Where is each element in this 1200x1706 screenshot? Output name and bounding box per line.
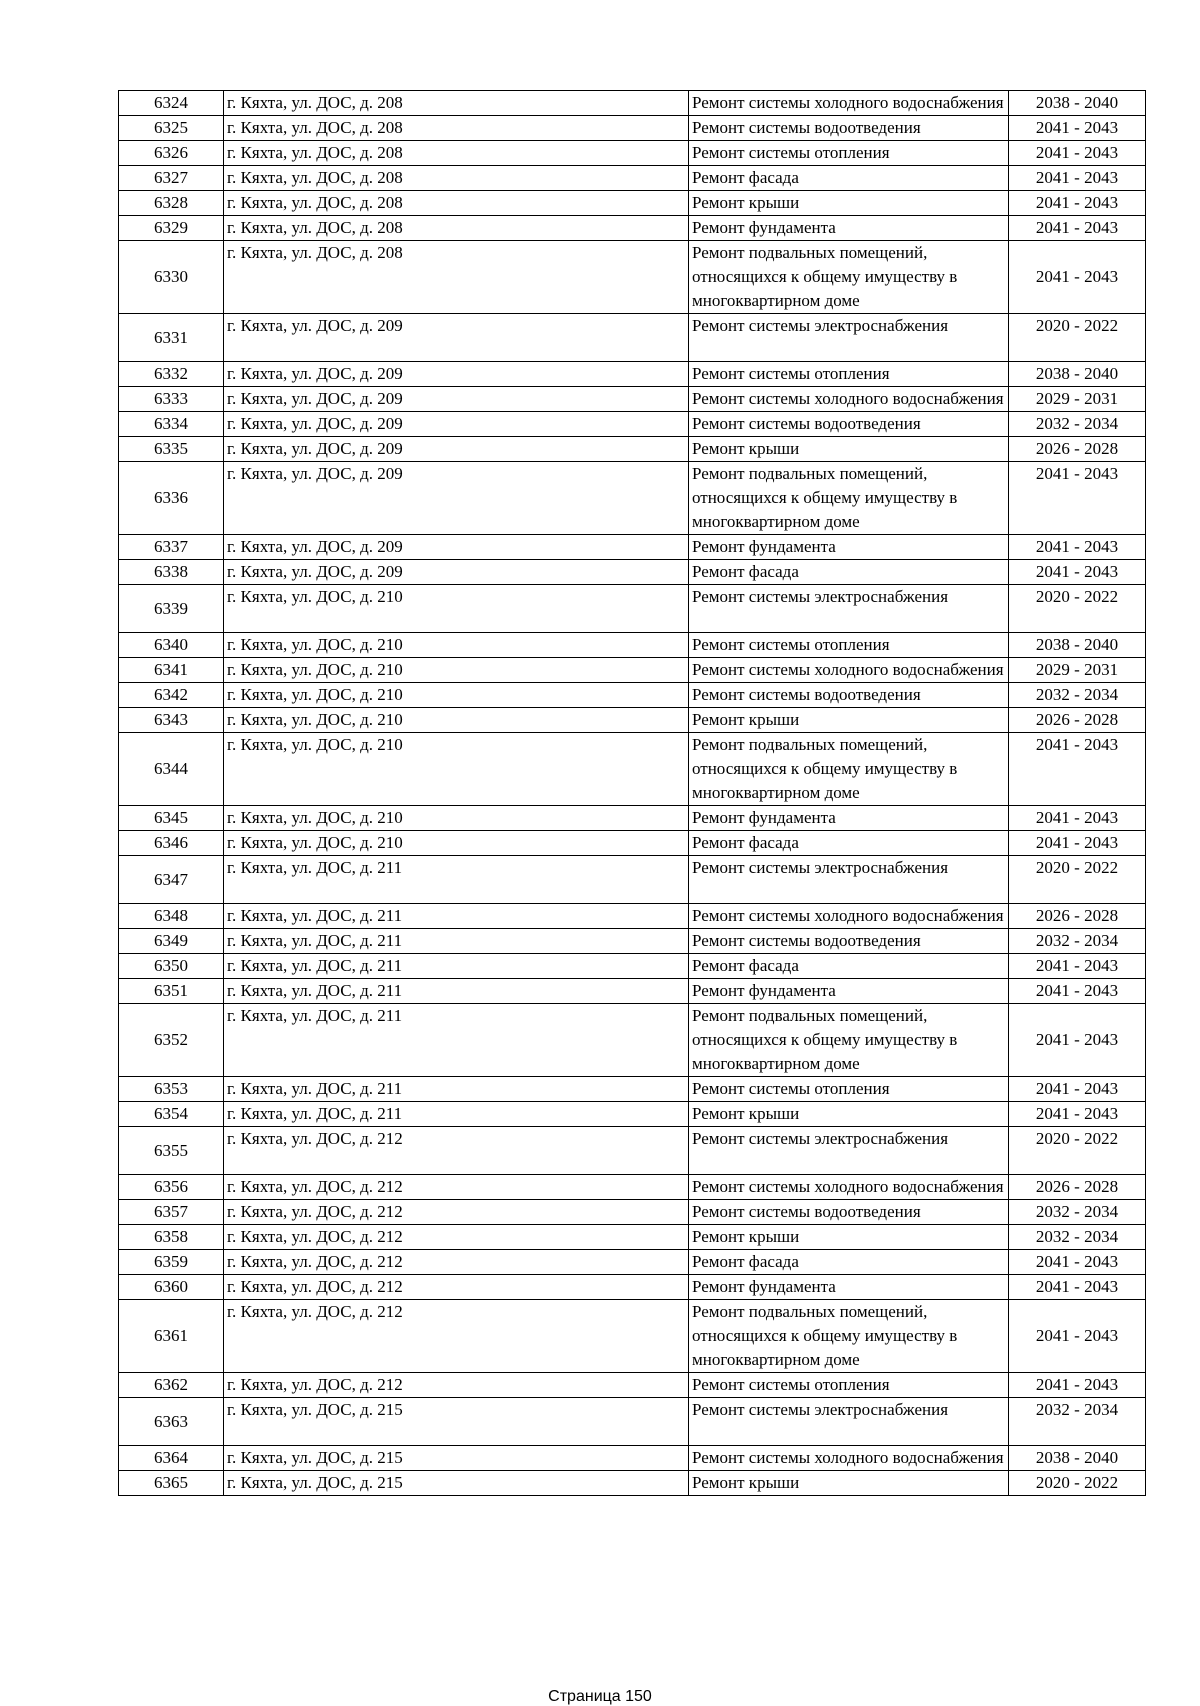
address-cell: г. Кяхта, ул. ДОС, д. 208 <box>224 166 689 191</box>
table-row <box>119 535 1146 560</box>
years-cell: 2032 - 2034 <box>1009 1398 1146 1446</box>
work-type-cell: Ремонт системы отопления <box>689 1373 1009 1398</box>
row-number-cell: 6324 <box>119 91 224 116</box>
table-row <box>119 1275 1146 1300</box>
row-number-cell: 6352 <box>119 1004 224 1077</box>
years-cell: 2020 - 2022 <box>1009 1471 1146 1496</box>
address-cell: г. Кяхта, ул. ДОС, д. 211 <box>224 1077 689 1102</box>
years-cell: 2032 - 2034 <box>1009 1225 1146 1250</box>
row-number-cell: 6343 <box>119 708 224 733</box>
table-row <box>119 462 1146 535</box>
address-cell: г. Кяхта, ул. ДОС, д. 211 <box>224 904 689 929</box>
row-number-cell: 6335 <box>119 437 224 462</box>
row-number-cell: 6354 <box>119 1102 224 1127</box>
address-cell: г. Кяхта, ул. ДОС, д. 208 <box>224 116 689 141</box>
years-cell: 2041 - 2043 <box>1009 191 1146 216</box>
address-cell: г. Кяхта, ул. ДОС, д. 211 <box>224 1004 689 1077</box>
address-cell: г. Кяхта, ул. ДОС, д. 210 <box>224 831 689 856</box>
work-type-cell: Ремонт крыши <box>689 708 1009 733</box>
years-cell: 2041 - 2043 <box>1009 1250 1146 1275</box>
years-cell: 2032 - 2034 <box>1009 1200 1146 1225</box>
address-cell: г. Кяхта, ул. ДОС, д. 208 <box>224 191 689 216</box>
address-cell: г. Кяхта, ул. ДОС, д. 210 <box>224 733 689 806</box>
work-type-cell: Ремонт системы электроснабжения <box>689 856 1009 904</box>
row-number-cell: 6355 <box>119 1127 224 1175</box>
row-number-cell: 6337 <box>119 535 224 560</box>
row-number-cell: 6332 <box>119 362 224 387</box>
years-cell: 2038 - 2040 <box>1009 633 1146 658</box>
work-type-cell: Ремонт фундамента <box>689 806 1009 831</box>
row-number-cell: 6350 <box>119 954 224 979</box>
address-cell: г. Кяхта, ул. ДОС, д. 208 <box>224 216 689 241</box>
row-number-cell: 6360 <box>119 1275 224 1300</box>
years-cell: 2026 - 2028 <box>1009 904 1146 929</box>
years-cell: 2041 - 2043 <box>1009 216 1146 241</box>
row-number-cell: 6330 <box>119 241 224 314</box>
work-type-cell: Ремонт системы водоотведения <box>689 412 1009 437</box>
work-type-cell: Ремонт системы холодного водоснабжения <box>689 904 1009 929</box>
row-number-cell: 6357 <box>119 1200 224 1225</box>
row-number-cell: 6327 <box>119 166 224 191</box>
row-number-cell: 6353 <box>119 1077 224 1102</box>
row-number-cell: 6339 <box>119 585 224 633</box>
work-type-cell: Ремонт подвальных помещений, относящихся к общему имуществу в многоквартирном доме <box>689 1004 1009 1077</box>
address-cell: г. Кяхта, ул. ДОС, д. 212 <box>224 1250 689 1275</box>
address-cell: г. Кяхта, ул. ДОС, д. 211 <box>224 954 689 979</box>
table-row <box>119 1250 1146 1275</box>
table-row <box>119 116 1146 141</box>
address-cell: г. Кяхта, ул. ДОС, д. 210 <box>224 633 689 658</box>
page-number: Страница 150 <box>548 1688 652 1705</box>
row-number-cell: 6344 <box>119 733 224 806</box>
years-cell: 2020 - 2022 <box>1009 585 1146 633</box>
work-type-cell: Ремонт системы холодного водоснабжения <box>689 658 1009 683</box>
table-row <box>119 1102 1146 1127</box>
table-row <box>119 1471 1146 1496</box>
table-row <box>119 683 1146 708</box>
years-cell: 2020 - 2022 <box>1009 314 1146 362</box>
work-type-cell: Ремонт подвальных помещений, относящихся к общему имуществу в многоквартирном доме <box>689 241 1009 314</box>
years-cell: 2029 - 2031 <box>1009 658 1146 683</box>
work-type-cell: Ремонт подвальных помещений, относящихся к общему имуществу в многоквартирном доме <box>689 462 1009 535</box>
table-row <box>119 1175 1146 1200</box>
work-type-cell: Ремонт крыши <box>689 1471 1009 1496</box>
address-cell: г. Кяхта, ул. ДОС, д. 209 <box>224 535 689 560</box>
address-cell: г. Кяхта, ул. ДОС, д. 212 <box>224 1225 689 1250</box>
address-cell: г. Кяхта, ул. ДОС, д. 209 <box>224 462 689 535</box>
work-type-cell: Ремонт системы электроснабжения <box>689 1127 1009 1175</box>
address-cell: г. Кяхта, ул. ДОС, д. 209 <box>224 387 689 412</box>
table-row <box>119 806 1146 831</box>
table-row <box>119 1200 1146 1225</box>
table-row <box>119 1225 1146 1250</box>
work-type-cell: Ремонт крыши <box>689 191 1009 216</box>
years-cell: 2026 - 2028 <box>1009 1175 1146 1200</box>
table-row <box>119 141 1146 166</box>
address-cell: г. Кяхта, ул. ДОС, д. 210 <box>224 806 689 831</box>
address-cell: г. Кяхта, ул. ДОС, д. 212 <box>224 1200 689 1225</box>
table-row <box>119 387 1146 412</box>
table-row <box>119 216 1146 241</box>
address-cell: г. Кяхта, ул. ДОС, д. 208 <box>224 91 689 116</box>
table-row <box>119 314 1146 362</box>
row-number-cell: 6362 <box>119 1373 224 1398</box>
table-row <box>119 733 1146 806</box>
years-cell: 2038 - 2040 <box>1009 1446 1146 1471</box>
years-cell: 2038 - 2040 <box>1009 362 1146 387</box>
years-cell: 2041 - 2043 <box>1009 1102 1146 1127</box>
row-number-cell: 6328 <box>119 191 224 216</box>
table-row <box>119 1373 1146 1398</box>
address-cell: г. Кяхта, ул. ДОС, д. 215 <box>224 1398 689 1446</box>
work-type-cell: Ремонт фундамента <box>689 535 1009 560</box>
work-type-cell: Ремонт фундамента <box>689 216 1009 241</box>
years-cell: 2026 - 2028 <box>1009 708 1146 733</box>
table-row <box>119 166 1146 191</box>
work-type-cell: Ремонт подвальных помещений, относящихся к общему имуществу в многоквартирном доме <box>689 1300 1009 1373</box>
years-cell: 2041 - 2043 <box>1009 141 1146 166</box>
row-number-cell: 6359 <box>119 1250 224 1275</box>
table-row <box>119 904 1146 929</box>
address-cell: г. Кяхта, ул. ДОС, д. 209 <box>224 560 689 585</box>
work-type-cell: Ремонт системы водоотведения <box>689 683 1009 708</box>
address-cell: г. Кяхта, ул. ДОС, д. 210 <box>224 683 689 708</box>
row-number-cell: 6340 <box>119 633 224 658</box>
row-number-cell: 6345 <box>119 806 224 831</box>
address-cell: г. Кяхта, ул. ДОС, д. 215 <box>224 1471 689 1496</box>
address-cell: г. Кяхта, ул. ДОС, д. 208 <box>224 241 689 314</box>
row-number-cell: 6333 <box>119 387 224 412</box>
address-cell: г. Кяхта, ул. ДОС, д. 212 <box>224 1275 689 1300</box>
years-cell: 2020 - 2022 <box>1009 856 1146 904</box>
years-cell: 2020 - 2022 <box>1009 1127 1146 1175</box>
work-type-cell: Ремонт системы холодного водоснабжения <box>689 387 1009 412</box>
row-number-cell: 6363 <box>119 1398 224 1446</box>
work-type-cell: Ремонт системы холодного водоснабжения <box>689 1446 1009 1471</box>
address-cell: г. Кяхта, ул. ДОС, д. 209 <box>224 412 689 437</box>
row-number-cell: 6331 <box>119 314 224 362</box>
years-cell: 2029 - 2031 <box>1009 387 1146 412</box>
table-row <box>119 191 1146 216</box>
work-type-cell: Ремонт крыши <box>689 437 1009 462</box>
table-row <box>119 437 1146 462</box>
table-row <box>119 91 1146 116</box>
years-cell: 2041 - 2043 <box>1009 560 1146 585</box>
table-row <box>119 1077 1146 1102</box>
row-number-cell: 6326 <box>119 141 224 166</box>
row-number-cell: 6364 <box>119 1446 224 1471</box>
row-number-cell: 6346 <box>119 831 224 856</box>
work-type-cell: Ремонт фасада <box>689 954 1009 979</box>
row-number-cell: 6341 <box>119 658 224 683</box>
row-number-cell: 6358 <box>119 1225 224 1250</box>
table-row <box>119 1127 1146 1175</box>
work-type-cell: Ремонт фасада <box>689 831 1009 856</box>
years-cell: 2026 - 2028 <box>1009 437 1146 462</box>
work-type-cell: Ремонт системы отопления <box>689 633 1009 658</box>
address-cell: г. Кяхта, ул. ДОС, д. 211 <box>224 979 689 1004</box>
work-type-cell: Ремонт системы электроснабжения <box>689 314 1009 362</box>
work-type-cell: Ремонт системы электроснабжения <box>689 1398 1009 1446</box>
years-cell: 2041 - 2043 <box>1009 1077 1146 1102</box>
table-row <box>119 1300 1146 1373</box>
row-number-cell: 6334 <box>119 412 224 437</box>
address-cell: г. Кяхта, ул. ДОС, д. 210 <box>224 585 689 633</box>
row-number-cell: 6329 <box>119 216 224 241</box>
row-number-cell: 6349 <box>119 929 224 954</box>
years-cell: 2041 - 2043 <box>1009 954 1146 979</box>
years-cell: 2041 - 2043 <box>1009 166 1146 191</box>
address-cell: г. Кяхта, ул. ДОС, д. 212 <box>224 1373 689 1398</box>
table-row <box>119 831 1146 856</box>
work-type-cell: Ремонт системы отопления <box>689 141 1009 166</box>
years-cell: 2041 - 2043 <box>1009 1300 1146 1373</box>
row-number-cell: 6348 <box>119 904 224 929</box>
table-row <box>119 658 1146 683</box>
years-cell: 2032 - 2034 <box>1009 929 1146 954</box>
work-type-cell: Ремонт крыши <box>689 1225 1009 1250</box>
address-cell: г. Кяхта, ул. ДОС, д. 208 <box>224 141 689 166</box>
work-type-cell: Ремонт фасада <box>689 1250 1009 1275</box>
row-number-cell: 6361 <box>119 1300 224 1373</box>
row-number-cell: 6347 <box>119 856 224 904</box>
table-row <box>119 1446 1146 1471</box>
address-cell: г. Кяхта, ул. ДОС, д. 210 <box>224 658 689 683</box>
address-cell: г. Кяхта, ул. ДОС, д. 211 <box>224 929 689 954</box>
work-type-cell: Ремонт системы отопления <box>689 1077 1009 1102</box>
row-number-cell: 6365 <box>119 1471 224 1496</box>
work-type-cell: Ремонт системы отопления <box>689 362 1009 387</box>
address-cell: г. Кяхта, ул. ДОС, д. 210 <box>224 708 689 733</box>
work-type-cell: Ремонт системы водоотведения <box>689 929 1009 954</box>
work-type-cell: Ремонт системы электроснабжения <box>689 585 1009 633</box>
table-row <box>119 241 1146 314</box>
table-row <box>119 633 1146 658</box>
work-type-cell: Ремонт системы водоотведения <box>689 1200 1009 1225</box>
table-row <box>119 979 1146 1004</box>
row-number-cell: 6342 <box>119 683 224 708</box>
years-cell: 2041 - 2043 <box>1009 806 1146 831</box>
address-cell: г. Кяхта, ул. ДОС, д. 212 <box>224 1175 689 1200</box>
table-row <box>119 560 1146 585</box>
years-cell: 2041 - 2043 <box>1009 241 1146 314</box>
row-number-cell: 6325 <box>119 116 224 141</box>
table-body <box>119 91 1146 1496</box>
address-cell: г. Кяхта, ул. ДОС, д. 211 <box>224 856 689 904</box>
address-cell: г. Кяхта, ул. ДОС, д. 215 <box>224 1446 689 1471</box>
address-cell: г. Кяхта, ул. ДОС, д. 212 <box>224 1300 689 1373</box>
table-row <box>119 708 1146 733</box>
years-cell: 2038 - 2040 <box>1009 91 1146 116</box>
address-cell: г. Кяхта, ул. ДОС, д. 209 <box>224 437 689 462</box>
table-row <box>119 929 1146 954</box>
table-row <box>119 856 1146 904</box>
years-cell: 2041 - 2043 <box>1009 733 1146 806</box>
years-cell: 2041 - 2043 <box>1009 1004 1146 1077</box>
years-cell: 2041 - 2043 <box>1009 535 1146 560</box>
address-cell: г. Кяхта, ул. ДОС, д. 212 <box>224 1127 689 1175</box>
work-type-cell: Ремонт системы водоотведения <box>689 116 1009 141</box>
row-number-cell: 6336 <box>119 462 224 535</box>
work-type-cell: Ремонт фасада <box>689 166 1009 191</box>
years-cell: 2041 - 2043 <box>1009 1275 1146 1300</box>
row-number-cell: 6356 <box>119 1175 224 1200</box>
work-type-cell: Ремонт системы холодного водоснабжения <box>689 91 1009 116</box>
row-number-cell: 6351 <box>119 979 224 1004</box>
table-row <box>119 585 1146 633</box>
work-type-cell: Ремонт фундамента <box>689 1275 1009 1300</box>
address-cell: г. Кяхта, ул. ДОС, д. 211 <box>224 1102 689 1127</box>
years-cell: 2032 - 2034 <box>1009 412 1146 437</box>
years-cell: 2032 - 2034 <box>1009 683 1146 708</box>
works-table <box>118 90 1146 1496</box>
work-type-cell: Ремонт подвальных помещений, относящихся к общему имуществу в многоквартирном доме <box>689 733 1009 806</box>
table-row <box>119 412 1146 437</box>
table-row <box>119 1398 1146 1446</box>
table-row <box>119 362 1146 387</box>
years-cell: 2041 - 2043 <box>1009 831 1146 856</box>
work-type-cell: Ремонт фундамента <box>689 979 1009 1004</box>
years-cell: 2041 - 2043 <box>1009 462 1146 535</box>
address-cell: г. Кяхта, ул. ДОС, д. 209 <box>224 314 689 362</box>
years-cell: 2041 - 2043 <box>1009 1373 1146 1398</box>
table-row <box>119 954 1146 979</box>
years-cell: 2041 - 2043 <box>1009 979 1146 1004</box>
work-type-cell: Ремонт фасада <box>689 560 1009 585</box>
years-cell: 2041 - 2043 <box>1009 116 1146 141</box>
work-type-cell: Ремонт системы холодного водоснабжения <box>689 1175 1009 1200</box>
address-cell: г. Кяхта, ул. ДОС, д. 209 <box>224 362 689 387</box>
row-number-cell: 6338 <box>119 560 224 585</box>
table-row <box>119 1004 1146 1077</box>
work-type-cell: Ремонт крыши <box>689 1102 1009 1127</box>
